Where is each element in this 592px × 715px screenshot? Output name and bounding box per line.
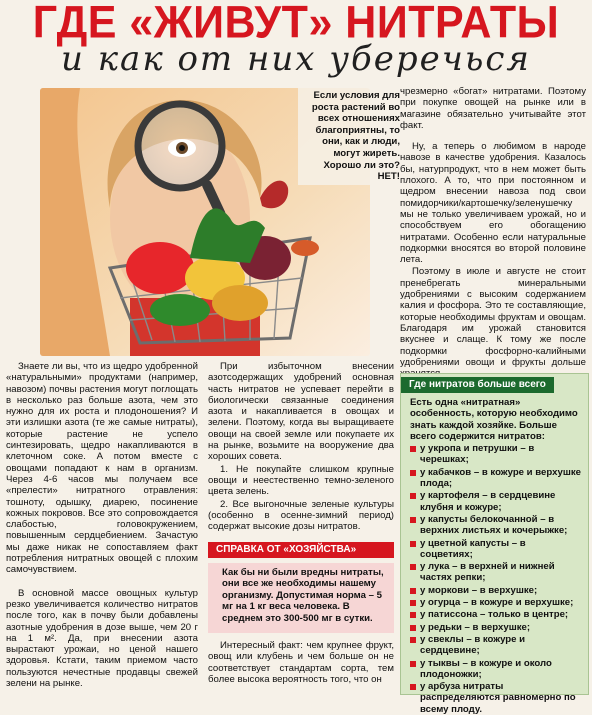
bullet-icon [410, 661, 416, 667]
nitrates-list [401, 393, 588, 715]
nitrates-box [400, 373, 589, 715]
list-item: у картофеля – в сердцевине клубня и кожуре; [410, 490, 581, 513]
nitrates-intro: Есть одна «нитратная» особенность, которую необходимо знать каждой хозяйке. Больше всего содержится нитратов: [410, 397, 578, 442]
bullet-icon [410, 470, 416, 476]
list-item: у арбуза нитраты распределяются равномерно по всему плоду. [410, 681, 581, 715]
bullet-icon [410, 541, 416, 547]
callout-note: Если условия для роста растений во всех отношениях благоприятны, то они, как и люди, могут жиреть. Хорошо ли это? НЕТ! [298, 88, 402, 185]
paragraph: 2. Все выгоночные зеленые культуры (особенно в осенне-зимний период) содержат высокие дозы нитратов. [208, 498, 394, 533]
list-item: у огурца – в кожуре и верхушке; [410, 597, 581, 608]
bullet-icon [410, 446, 416, 452]
paragraph: В основной массе овощных культур резко увеличивается количество нитратов после того, как в почву были добавлены азотные удобрения в дозе выше, чем 20 г на 1 м². Да, при внесении азота вырастают урожаи, но ценой нашего здоровья. Кстати, таким приемом часто пользуются нечестные продавцы свежей зелени на рынке. [6, 587, 198, 690]
list-item: у лука – в верхней и нижней частях репки; [410, 561, 581, 584]
column-1 [6, 361, 198, 689]
list-item: у капусты белокочанной – в верхних листьях и кочерыжке; [410, 514, 581, 537]
bullet-icon [410, 564, 416, 570]
article-subtitle: и как от них уберечься [61, 39, 531, 79]
list-item: у укропа и петрушки – в черешках; [410, 443, 581, 466]
reference-box: Как бы ни были вредны нитраты, они все же необходимы нашему организму. Допустимая норма – 5 мг на 1 кг веса человека. В среднем это 300-500 мг в сутки. [208, 563, 394, 633]
bullet-icon [410, 517, 416, 523]
nitrates-box-heading: Где нитратов больше всего [401, 377, 554, 393]
column-2 [208, 361, 394, 532]
list-item: у тыквы – в кожуре и около плодоножки; [410, 658, 581, 681]
list-item: у кабачков – в кожуре и верхушке плода; [410, 467, 581, 490]
paragraph: чрезмерно «богат» нитратами. Поэтому при покупке овощей на рынке или в магазине обязательно учитывайте этот факт. [400, 86, 586, 131]
paragraph: Знаете ли вы, что из щедро удобренной «натуральными» продуктами (например, навозом) почвы растения могут поглощать в несколько раз больше азота, чем это нужно для их роста и плодоношения? И эти излишки азота (те же самые нитраты), которые растение не успело синтезировать, щедро накапливаются в клеточном соке. А потом вместе с овощами попадают к нам в организм. Через 4-6 часов мы получаем все «прелести» нитратного отравления: тошноту, одышку, диарею, посинение кожных покровов. Все это сопровождается слабостью, головокружением, повышенным сердцебиением. Зачастую мы даже никак не сопоставляем факт потребления нитратных овощей с плохим самочувствием. [6, 361, 198, 576]
bullet-icon [410, 493, 416, 499]
list-item: у патиссона – только в центре; [410, 609, 581, 620]
paragraph: Поэтому в июле и августе не стоит пренебрегать минеральными удобрениями с высоким содержанием калия и фосфора. Это те составляющие, которые необходимы фруктам и овощам. Благодаря им урожай становится вкуснее и слаще. К тому же после подкормки фосфорно-калийными удобрениями овощи и фрукты дольше [400, 266, 586, 368]
list-item: у свеклы – в кожуре и сердцевине; [410, 634, 581, 657]
column-2-bottom [208, 640, 394, 685]
bullet-icon [410, 684, 416, 690]
column-3 [400, 86, 586, 379]
bullet-icon [410, 600, 416, 606]
paragraph: Ну, а теперь о любимом в народе навозе в качестве удобрения. Казалось бы, натурпродукт, что в нем может быть плохого. А то, что при постоянном и щедром внесении навоза под свои помидорчики/картошечку/зеленушечку мы не только увеличиваем урожай, но и способствуем его обогащению нитратами. Особенно если натуральные подкормки вносятся во второй половине лета. [400, 141, 586, 266]
list-item: у редьки – в верхушке; [410, 622, 581, 633]
paragraph: Интересный факт: чем крупнее фрукт, овощ или клубень и чем больше он не соответствует стандартам сорта, тем более высока вероятность того, что он [208, 640, 394, 685]
list-item: у моркови – в верхушке; [410, 585, 581, 596]
bullet-icon [410, 637, 416, 643]
paragraph: При избыточном внесении азотсодержащих удобрений основная часть нитратов не успевает перейти в биологически связанные соединения азота и накапливается в овощах и зелени. Поэтому, когда вы выращиваете овощи на своей земле или покупаете их на рынке, возьмите на вооружение два хороших совета. [208, 361, 394, 463]
list-item: у цветной капусты – в соцветиях; [410, 538, 581, 561]
bullet-icon [410, 625, 416, 631]
paragraph: 1. Не покупайте слишком крупные овощи и неестественно темно-зеленого цвета зелень. [208, 463, 394, 498]
reference-heading: СПРАВКА ОТ «ХОЗЯЙСТВА» [208, 542, 394, 558]
article-title: ГДЕ «ЖИВУТ» НИТРАТЫ [32, 0, 560, 49]
bullet-icon [410, 588, 416, 594]
bullet-icon [410, 612, 416, 618]
